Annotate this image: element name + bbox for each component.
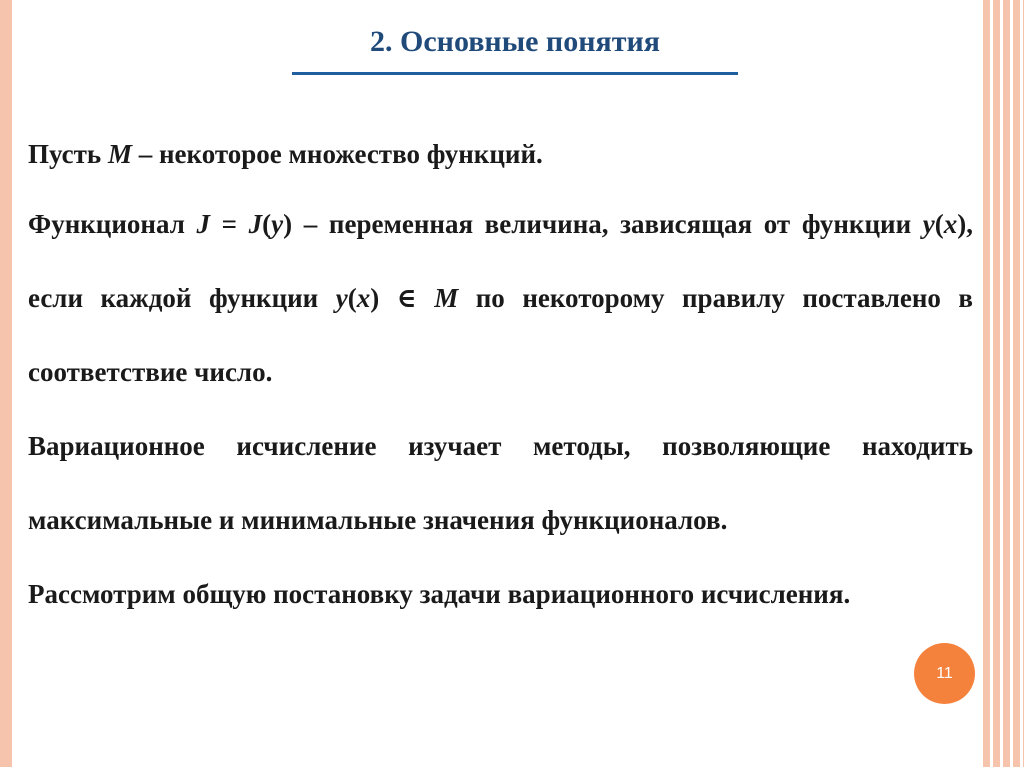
math-symbol-J: J: [196, 209, 210, 239]
text-run: – переменная величина, зависящая от функции: [292, 209, 923, 239]
math-symbol-M: M: [107, 139, 132, 169]
text-run: , если каждой функции: [28, 209, 973, 313]
text-run: – некоторое множество функций.: [131, 139, 543, 169]
math-paren: (: [262, 209, 272, 239]
text-run: Пусть: [28, 139, 108, 169]
left-border-decoration: [0, 0, 12, 767]
title-block: [292, 24, 738, 75]
paragraph-functional-definition: [28, 187, 973, 409]
paragraph-set-definition: [28, 130, 973, 178]
text-run: по некоторому правилу поставлено в соответствие число.: [28, 283, 973, 387]
math-symbol-y: y: [271, 209, 284, 239]
paragraph-problem-statement: Рассмотрим общую постановку задачи вариационного исчисления.: [28, 579, 851, 609]
math-paren: ): [957, 209, 967, 239]
math-paren: (: [934, 209, 944, 239]
math-symbol-J: J: [248, 209, 263, 239]
right-border-decoration: [980, 0, 1024, 767]
title-underline: [292, 72, 738, 75]
paragraph-variational-calculus: Вариационное исчисление изучает методы, позволяющие находить максимальные и минимальные значения функционалов.: [28, 431, 973, 535]
page-number-badge: 11: [914, 643, 975, 704]
math-equals: =: [210, 209, 249, 239]
math-symbol-M: M: [434, 283, 459, 313]
slide-title: 2. Основные понятия: [370, 25, 660, 58]
math-element-of: ∈: [379, 283, 435, 313]
math-symbol-x: x: [356, 283, 371, 313]
text-run: Функционал: [28, 209, 197, 239]
math-symbol-y: y: [922, 209, 935, 239]
math-paren: ): [370, 283, 380, 313]
math-symbol-x: x: [943, 209, 958, 239]
math-paren: ): [283, 209, 293, 239]
slide-body: [28, 130, 973, 631]
math-paren: (: [347, 283, 357, 313]
math-symbol-y: y: [335, 283, 348, 313]
